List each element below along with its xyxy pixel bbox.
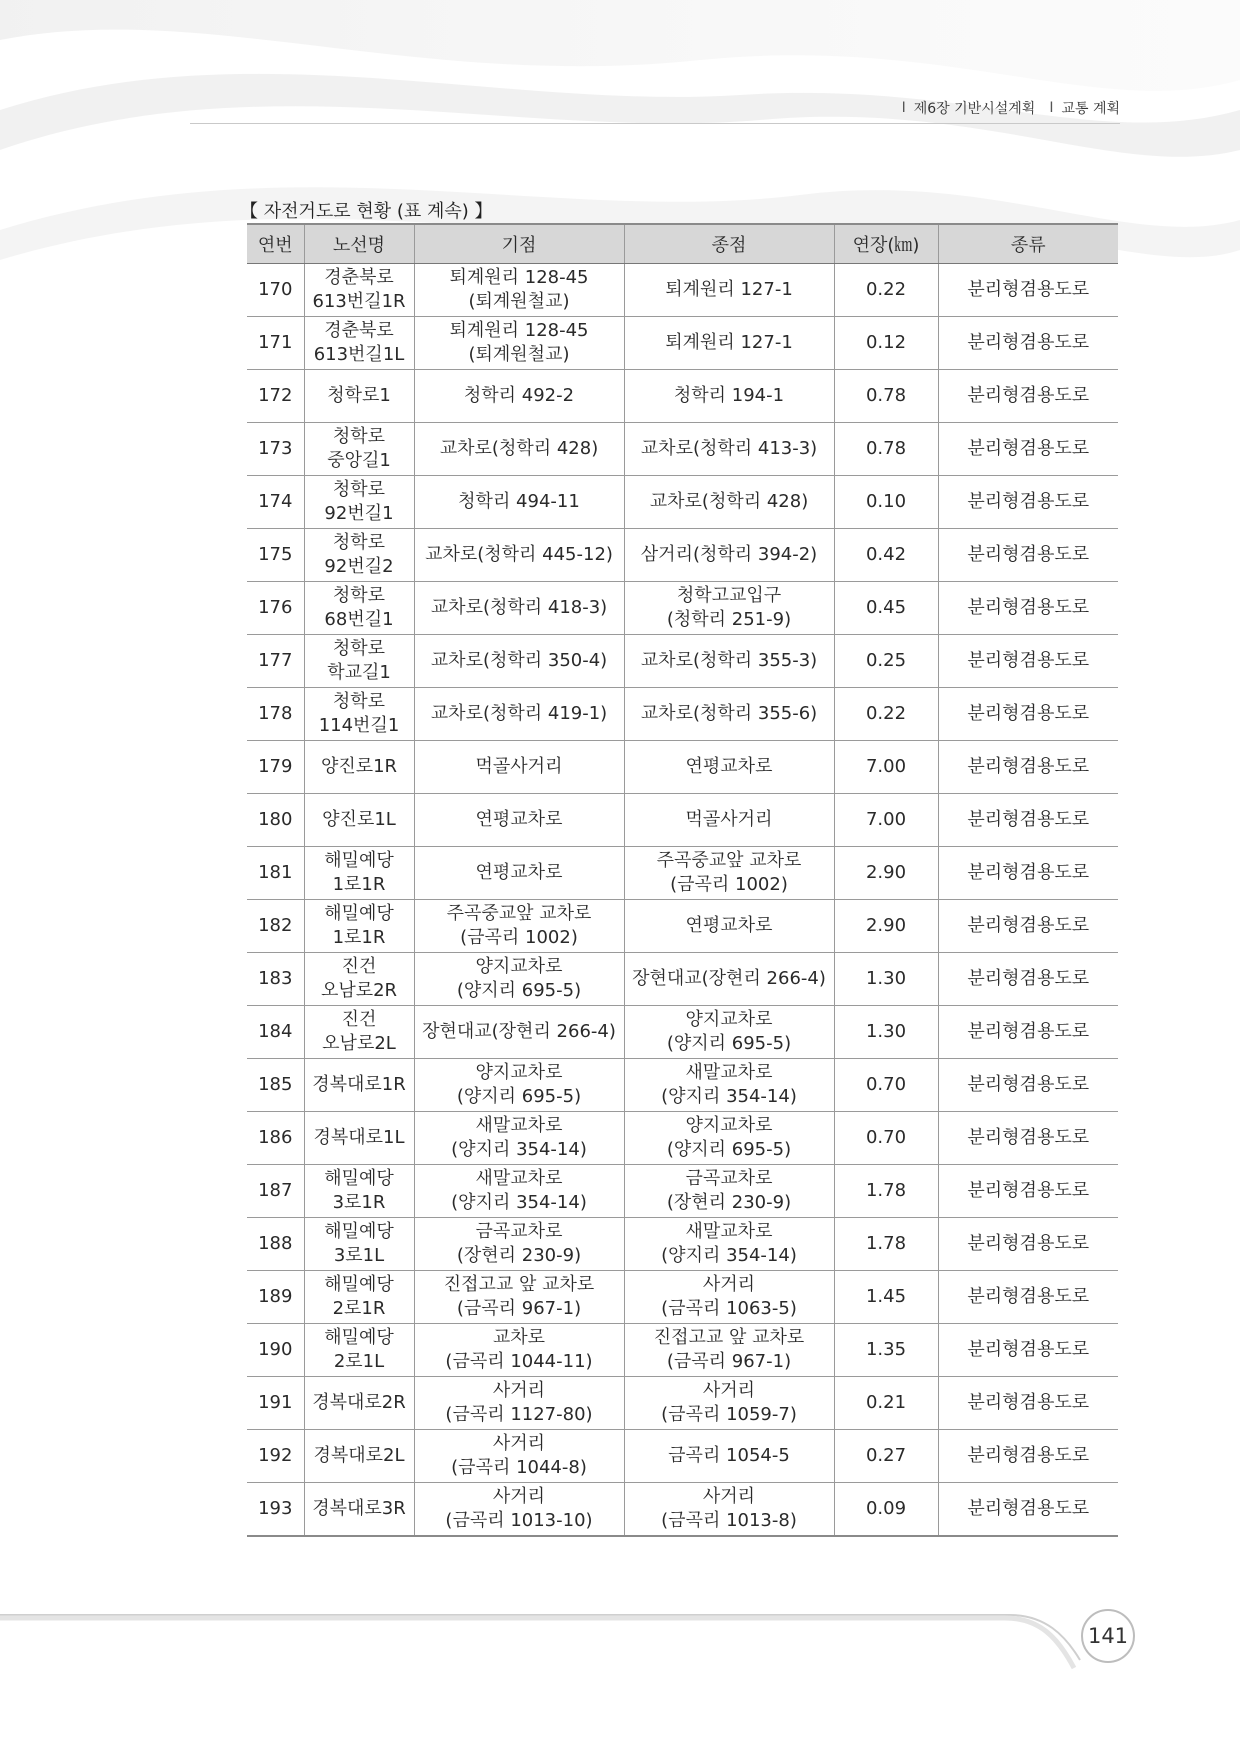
- cell-route: 해밀예당 1로1R: [304, 847, 414, 900]
- cell-length: 0.25: [834, 635, 938, 688]
- cell-end: 교차로(청학리 355-3): [624, 635, 834, 688]
- cell-end: 먹골사거리: [624, 794, 834, 847]
- cell-start: 교차로(청학리 419-1): [414, 688, 624, 741]
- cell-no: 188: [247, 1218, 304, 1271]
- cell-end: 연평교차로: [624, 741, 834, 794]
- cell-route: 경복대로3R: [304, 1483, 414, 1537]
- cell-start: 교차로(청학리 445-12): [414, 529, 624, 582]
- column-header-end: 종점: [624, 224, 834, 264]
- cell-type: 분리형겸용도로: [938, 635, 1118, 688]
- cell-length: 0.45: [834, 582, 938, 635]
- table-row: [247, 953, 1118, 1006]
- cell-start: 연평교차로: [414, 794, 624, 847]
- cell-end: 퇴계원리 127-1: [624, 264, 834, 317]
- table-row: [247, 476, 1118, 529]
- cell-start: 양지교차로 (양지리 695-5): [414, 953, 624, 1006]
- cell-route: 청학로 92번길1: [304, 476, 414, 529]
- cell-type: 분리형겸용도로: [938, 1006, 1118, 1059]
- table-row: [247, 1218, 1118, 1271]
- cell-type: 분리형겸용도로: [938, 1218, 1118, 1271]
- cell-route: 해밀예당 2로1L: [304, 1324, 414, 1377]
- cell-length: 0.70: [834, 1112, 938, 1165]
- cell-no: 184: [247, 1006, 304, 1059]
- table-row: [247, 264, 1118, 317]
- cell-length: 0.22: [834, 264, 938, 317]
- cell-type: 분리형겸용도로: [938, 847, 1118, 900]
- cell-route: 해밀예당 1로1R: [304, 900, 414, 953]
- cell-type: 분리형겸용도로: [938, 1165, 1118, 1218]
- cell-end: 삼거리(청학리 394-2): [624, 529, 834, 582]
- cell-start: 새말교차로 (양지리 354-14): [414, 1112, 624, 1165]
- table-row: [247, 1271, 1118, 1324]
- cell-no: 192: [247, 1430, 304, 1483]
- table-row: [247, 1377, 1118, 1430]
- cell-length: 7.00: [834, 741, 938, 794]
- cell-no: 178: [247, 688, 304, 741]
- cell-route: 청학로 92번길2: [304, 529, 414, 582]
- cell-route: 진건 오남로2R: [304, 953, 414, 1006]
- cell-length: 1.30: [834, 1006, 938, 1059]
- cell-start: 양지교차로 (양지리 695-5): [414, 1059, 624, 1112]
- cell-end: 금곡교차로 (장현리 230-9): [624, 1165, 834, 1218]
- cell-route: 진건 오남로2L: [304, 1006, 414, 1059]
- cell-no: 181: [247, 847, 304, 900]
- cell-type: 분리형겸용도로: [938, 476, 1118, 529]
- cell-length: 1.45: [834, 1271, 938, 1324]
- table-row: [247, 1059, 1118, 1112]
- cell-length: 0.22: [834, 688, 938, 741]
- cell-no: 185: [247, 1059, 304, 1112]
- cell-start: 교차로(청학리 350-4): [414, 635, 624, 688]
- cell-end: 진접고교 앞 교차로 (금곡리 967-1): [624, 1324, 834, 1377]
- cell-route: 양진로1R: [304, 741, 414, 794]
- cell-route: 경춘북로 613번길1R: [304, 264, 414, 317]
- column-header-route: 노선명: [304, 224, 414, 264]
- table-row: [247, 1165, 1118, 1218]
- cell-type: 분리형겸용도로: [938, 317, 1118, 370]
- header-separator: I: [901, 100, 906, 116]
- table-row: [247, 688, 1118, 741]
- cell-length: 0.10: [834, 476, 938, 529]
- cell-route: 청학로 68번길1: [304, 582, 414, 635]
- cell-end: 사거리 (금곡리 1013-8): [624, 1483, 834, 1537]
- cell-end: 양지교차로 (양지리 695-5): [624, 1006, 834, 1059]
- column-header-start: 기점: [414, 224, 624, 264]
- cell-no: 170: [247, 264, 304, 317]
- cell-end: 교차로(청학리 413-3): [624, 423, 834, 476]
- cell-type: 분리형겸용도로: [938, 741, 1118, 794]
- column-header-length: 연장(㎞): [834, 224, 938, 264]
- cell-start: 연평교차로: [414, 847, 624, 900]
- cell-no: 179: [247, 741, 304, 794]
- cell-type: 분리형겸용도로: [938, 688, 1118, 741]
- cell-route: 해밀예당 3로1R: [304, 1165, 414, 1218]
- cell-type: 분리형겸용도로: [938, 264, 1118, 317]
- cell-start: 교차로(청학리 418-3): [414, 582, 624, 635]
- cell-no: 176: [247, 582, 304, 635]
- cell-start: 진접고교 앞 교차로 (금곡리 967-1): [414, 1271, 624, 1324]
- table-row: [247, 794, 1118, 847]
- cell-end: 청학고교입구 (청학리 251-9): [624, 582, 834, 635]
- cell-end: 양지교차로 (양지리 695-5): [624, 1112, 834, 1165]
- cell-length: 1.30: [834, 953, 938, 1006]
- cell-type: 분리형겸용도로: [938, 1112, 1118, 1165]
- cell-start: 새말교차로 (양지리 354-14): [414, 1165, 624, 1218]
- cell-end: 장현대교(장현리 266-4): [624, 953, 834, 1006]
- cell-type: 분리형겸용도로: [938, 582, 1118, 635]
- page-number: 141: [1087, 1624, 1129, 1648]
- cell-length: 7.00: [834, 794, 938, 847]
- cell-no: 189: [247, 1271, 304, 1324]
- table-row: [247, 370, 1118, 423]
- table-row: [247, 317, 1118, 370]
- cell-start: 교차로 (금곡리 1044-11): [414, 1324, 624, 1377]
- table-row: [247, 582, 1118, 635]
- cell-route: 경복대로2R: [304, 1377, 414, 1430]
- cell-no: 183: [247, 953, 304, 1006]
- cell-length: 0.27: [834, 1430, 938, 1483]
- cell-length: 1.78: [834, 1218, 938, 1271]
- cell-length: 0.09: [834, 1483, 938, 1537]
- cell-end: 사거리 (금곡리 1059-7): [624, 1377, 834, 1430]
- cell-start: 사거리 (금곡리 1127-80): [414, 1377, 624, 1430]
- cell-no: 180: [247, 794, 304, 847]
- table-row: [247, 847, 1118, 900]
- cell-length: 0.21: [834, 1377, 938, 1430]
- cell-length: 1.78: [834, 1165, 938, 1218]
- cell-end: 새말교차로 (양지리 354-14): [624, 1218, 834, 1271]
- table-row: [247, 635, 1118, 688]
- cell-no: 174: [247, 476, 304, 529]
- table-row: [247, 1006, 1118, 1059]
- running-header: [902, 98, 1120, 118]
- header-section: 교통 계획: [1061, 101, 1120, 117]
- cell-no: 172: [247, 370, 304, 423]
- table-row: [247, 529, 1118, 582]
- cell-no: 190: [247, 1324, 304, 1377]
- cell-start: 금곡교차로 (장현리 230-9): [414, 1218, 624, 1271]
- cell-no: 177: [247, 635, 304, 688]
- cell-length: 1.35: [834, 1324, 938, 1377]
- header-separator-2: I: [1049, 100, 1054, 116]
- cell-length: 0.42: [834, 529, 938, 582]
- cell-end: 사거리 (금곡리 1063-5): [624, 1271, 834, 1324]
- cell-start: 퇴계원리 128-45 (퇴계원철교): [414, 264, 624, 317]
- cell-start: 주곡중교앞 교차로 (금곡리 1002): [414, 900, 624, 953]
- cell-type: 분리형겸용도로: [938, 1483, 1118, 1537]
- cell-start: 사거리 (금곡리 1013-10): [414, 1483, 624, 1537]
- cell-start: 장현대교(장현리 266-4): [414, 1006, 624, 1059]
- cell-route: 청학로1: [304, 370, 414, 423]
- cell-route: 경복대로1R: [304, 1059, 414, 1112]
- cell-type: 분리형겸용도로: [938, 1324, 1118, 1377]
- cell-route: 경복대로2L: [304, 1430, 414, 1483]
- cell-end: 금곡리 1054-5: [624, 1430, 834, 1483]
- cell-type: 분리형겸용도로: [938, 1059, 1118, 1112]
- cell-no: 173: [247, 423, 304, 476]
- table-row: [247, 1324, 1118, 1377]
- cell-end: 연평교차로: [624, 900, 834, 953]
- column-header-no: 연번: [247, 224, 304, 264]
- cell-type: 분리형겸용도로: [938, 1271, 1118, 1324]
- cell-no: 193: [247, 1483, 304, 1537]
- cell-route: 청학로 중앙길1: [304, 423, 414, 476]
- cell-type: 분리형겸용도로: [938, 953, 1118, 1006]
- cell-start: 청학리 492-2: [414, 370, 624, 423]
- cell-end: 새말교차로 (양지리 354-14): [624, 1059, 834, 1112]
- cell-type: 분리형겸용도로: [938, 794, 1118, 847]
- cell-no: 186: [247, 1112, 304, 1165]
- cell-no: 191: [247, 1377, 304, 1430]
- header-rule: [190, 123, 1120, 124]
- cell-start: 퇴계원리 128-45 (퇴계원철교): [414, 317, 624, 370]
- cell-no: 182: [247, 900, 304, 953]
- table-row: [247, 900, 1118, 953]
- cell-start: 사거리 (금곡리 1044-8): [414, 1430, 624, 1483]
- table-row: [247, 1112, 1118, 1165]
- header-chapter: 제6장 기반시설계획: [913, 101, 1036, 117]
- cell-end: 청학리 194-1: [624, 370, 834, 423]
- cell-end: 교차로(청학리 428): [624, 476, 834, 529]
- column-header-type: 종류: [938, 224, 1118, 264]
- cell-length: 0.12: [834, 317, 938, 370]
- footer-decoration: [0, 1580, 1240, 1700]
- cell-route: 청학로 114번길1: [304, 688, 414, 741]
- cell-route: 경춘북로 613번길1L: [304, 317, 414, 370]
- cell-end: 주곡중교앞 교차로 (금곡리 1002): [624, 847, 834, 900]
- cell-start: 먹골사거리: [414, 741, 624, 794]
- table-row: [247, 423, 1118, 476]
- cell-route: 청학로 학교길1: [304, 635, 414, 688]
- cell-end: 교차로(청학리 355-6): [624, 688, 834, 741]
- cell-no: 171: [247, 317, 304, 370]
- cell-length: 0.78: [834, 370, 938, 423]
- cell-type: 분리형겸용도로: [938, 423, 1118, 476]
- cell-length: 0.78: [834, 423, 938, 476]
- cell-no: 187: [247, 1165, 304, 1218]
- cell-no: 175: [247, 529, 304, 582]
- table-row: [247, 1430, 1118, 1483]
- cell-type: 분리형겸용도로: [938, 900, 1118, 953]
- table-header-row: [247, 224, 1118, 264]
- cell-route: 해밀예당 3로1L: [304, 1218, 414, 1271]
- cell-start: 교차로(청학리 428): [414, 423, 624, 476]
- table-caption: 【 자전거도로 현황 (표 계속) 】: [240, 201, 493, 222]
- table-row: [247, 741, 1118, 794]
- cell-type: 분리형겸용도로: [938, 370, 1118, 423]
- cell-length: 2.90: [834, 900, 938, 953]
- cell-end: 퇴계원리 127-1: [624, 317, 834, 370]
- cell-type: 분리형겸용도로: [938, 1430, 1118, 1483]
- cell-type: 분리형겸용도로: [938, 529, 1118, 582]
- cell-start: 청학리 494-11: [414, 476, 624, 529]
- cell-route: 해밀예당 2로1R: [304, 1271, 414, 1324]
- bicycle-road-table: [247, 223, 1118, 1537]
- cell-route: 양진로1L: [304, 794, 414, 847]
- cell-route: 경복대로1L: [304, 1112, 414, 1165]
- cell-length: 2.90: [834, 847, 938, 900]
- table-row: [247, 1483, 1118, 1537]
- cell-type: 분리형겸용도로: [938, 1377, 1118, 1430]
- cell-length: 0.70: [834, 1059, 938, 1112]
